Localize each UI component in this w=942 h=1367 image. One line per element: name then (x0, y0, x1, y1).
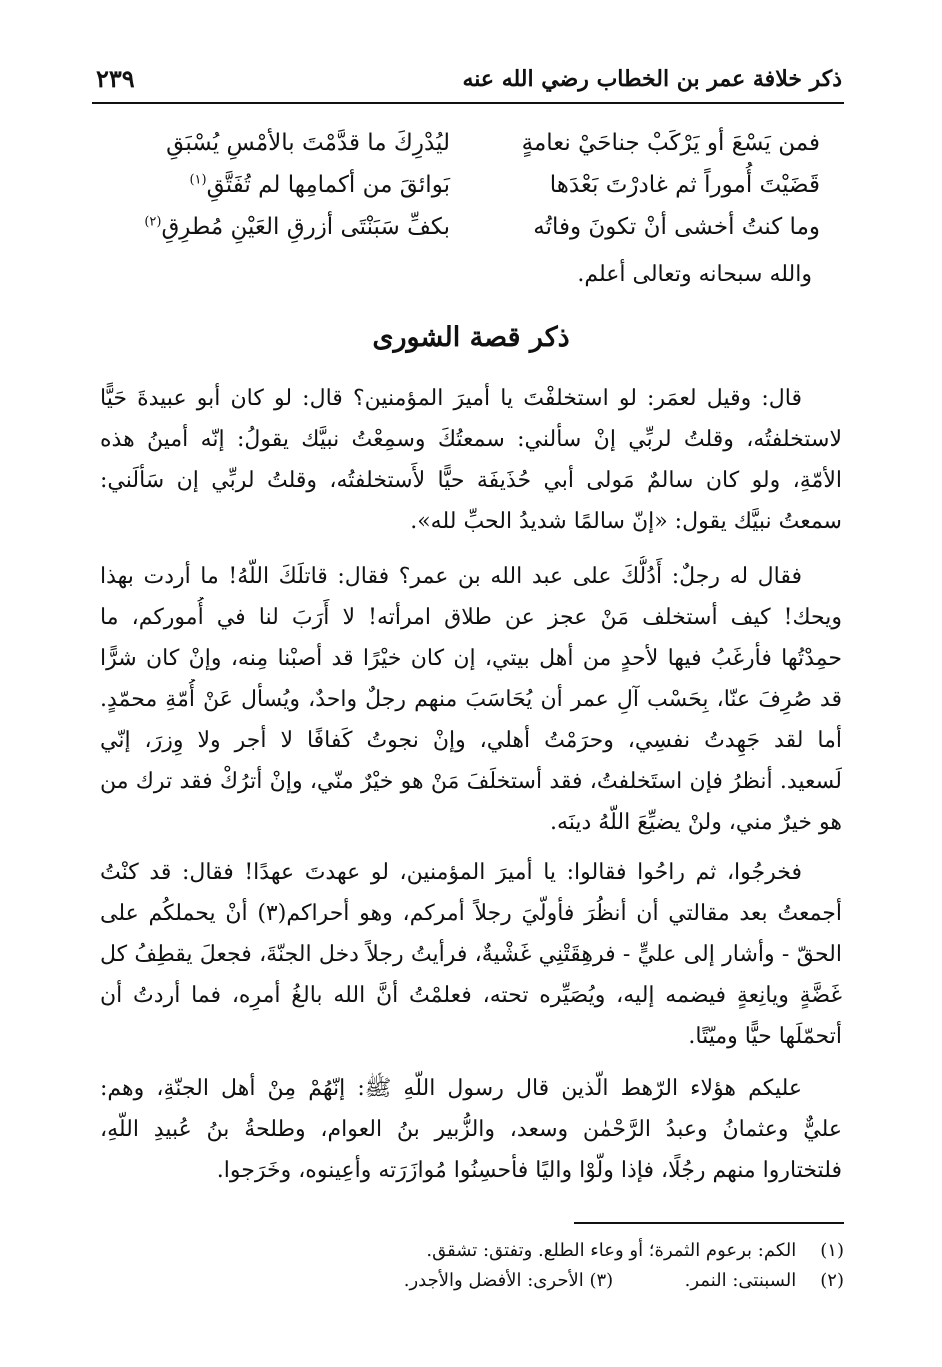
footnote-pair (104, 1266, 844, 1296)
verse-second-text: ليُدْرِكَ ما قدَّمْتَ بالأمْسِ يُسْبَقِ (166, 130, 450, 156)
footnote-number: (٢) (820, 1270, 844, 1291)
footnote-number: (١) (820, 1240, 844, 1261)
text-line: حمِدْتُها فأرغَبُ فيها لأحدٍ من أهل بيتي، إن كان خيْرًا قد أصبْنا مِنه، وإنْ كان شرًّا (100, 646, 842, 671)
verse-second-hemistich (120, 164, 450, 206)
verse-second-text: بَوائقَ من أكمامِها لم تُفَتَّقِ (206, 172, 450, 198)
footnote-number: (٣) (589, 1270, 614, 1291)
page-header (92, 62, 844, 104)
text-line: فقال له رجلٌ: أَدُلُّكَ على عبد الله بن عمر؟ فقال: قاتلَكَ اللّهُ! ما أردت بهذا (100, 564, 802, 589)
text-line: هو خيرٌ مني، ولنْ يضيِّعَ اللّهُ دينَه. (549, 810, 842, 835)
footnotes (104, 1236, 844, 1296)
text-line: غَضَّةٍ ويانِعةٍ فيضمه إليه، ويُصَيِّره تحته، فعلمْتُ أنَّ الله بالغُ أمرِه، فما أردتُ أن (100, 983, 842, 1008)
paragraph (100, 1068, 842, 1191)
text-line: قال: وقيل لعمَر: لو استخلفْتَ يا أميرَ المؤمنين؟ قال: لو كان أبو عبيدةَ حَيًّا (100, 386, 802, 411)
footnote (104, 1236, 844, 1266)
paragraph (100, 378, 842, 542)
text-line: أتحمّلَها حيًّا وميّتًا. (688, 1024, 842, 1049)
poem (120, 122, 820, 248)
page-number: ٢٣٩ (96, 64, 135, 93)
text-line: عليكم هؤلاء الرّهط الّذين قال رسول اللّهِ ﷺ: إنّهُمْ مِنْ أهل الجنّةِ، وهم: (100, 1076, 802, 1101)
text-line: الحقّ - وأشار إلى عليٍّ - فرهِقَتْنِي غَشْيةٌ، فرأيتُ رجلاً دخل الجنّةَ، فجعلَ يقطِفُ كل (100, 942, 842, 967)
verse-second-hemistich (120, 206, 450, 248)
closing-phrase: والله سبحانه وتعالى أعلم. (577, 262, 812, 287)
text-line: ويحك! كيف أستخلف مَنْ عجز عن طلاق امرأته! لا أَرَبَ لنا في أُموركم، ما (100, 605, 842, 630)
verse-second-hemistich (120, 122, 450, 164)
verse-first-hemistich: فمن يَسْعَ أو يَرْكَبْ جناحَيْ نعامةٍ (521, 130, 820, 156)
text-line: الأمّةِ، ولو كان سالمٌ مَولى أبي حُذَيفَة حيًّا لأَستخلفتُه، وقلتُ لربِّي إن سَألَني: (100, 468, 842, 493)
paragraph (100, 556, 842, 843)
text-line: فلتختاروا منهم رجُلًا، فإذا ولّوْا واليًا فأحسِنُوا مُوازَرَته وأعِينوه، وخَرَجوا. (216, 1158, 842, 1183)
text-line: لَسعيد. أنظرُ فإن استَخلفتُ، فقد أستخلَفَ مَنْ هو خيْرٌ منّي، وإنْ أترُكْ فقد ترك من (100, 769, 842, 794)
text-line: عليٌّ وعثمانُ وعبدُ الرَّحْمٰن وسعد، والزُّبير بنُ العوام، وطلحةُ بنُ عُبيدِ اللّهِ، (100, 1117, 842, 1142)
text-line: قد صُرِفَ عنّا، بِحَسْب آلِ عمر أن يُحَاسَبَ منهم رجلٌ واحدٌ، ويُسأل عَنْ أُمّةِ محمّدٍ. (100, 687, 842, 712)
verse-first-hemistich: قَضَيْتَ أُموراً ثم غادرْتَ بَعْدَها (549, 172, 820, 198)
text-line: أجمعتُ بعد مقالتي أن أنظُرَ فأولّيَ رجلاً أمركم، وهو أحراكم(٣) أنْ يحملكُم على (100, 901, 842, 926)
running-title: ذكر خلافة عمر بن الخطاب رضي الله عنه (462, 66, 842, 92)
text-line: لاستخلفتُه، وقلتُ لربِّي إنْ سألني: سمعتُكَ وسمِعْتُ نبيَّك يقولُ: إنّه أمينُ هذه (100, 427, 842, 452)
footnote-separator (574, 1222, 844, 1224)
footnote-marker[interactable]: (٢) (144, 214, 162, 230)
footnote-text: الكم: برعوم الثمرة؛ أو وعاء الطلع. وتفتق: تشقق. (426, 1240, 797, 1261)
poem-verse (120, 122, 820, 164)
section-heading: ذكر قصة الشورى (372, 322, 570, 353)
text-line: أما لقد جَهِدتُ نفسِي، وحرَمْتُ أهلي، وإنْ نجوتُ كَفافًا لا أجر ولا وِزرَ، إنّي (100, 728, 842, 753)
poem-verse (120, 206, 820, 248)
text-line: سمعتُ نبيَّك يقول: «إنّ سالمًا شديدُ الحبِّ لله». (410, 509, 842, 534)
footnote-text: السبنتى: النمر. (684, 1270, 797, 1291)
verse-first-hemistich: وما كنتُ أخشى أنْ تكونَ وفاتُه (533, 214, 820, 240)
poem-verse (120, 164, 820, 206)
paragraph (100, 852, 842, 1057)
footnote-marker[interactable]: (١) (189, 172, 207, 188)
footnote-text: الأحرى: الأفضل والأجدر. (403, 1270, 584, 1291)
verse-second-text: بكفِّ سَبَنْتَى أزرقِ العَيْنِ مُطرِقِ (161, 214, 450, 240)
text-line: فخرجُوا، ثم راحُوا فقالوا: يا أميرَ المؤمنين، لو عهدتَ عهدًا! فقال: قد كنْتُ (100, 860, 802, 885)
